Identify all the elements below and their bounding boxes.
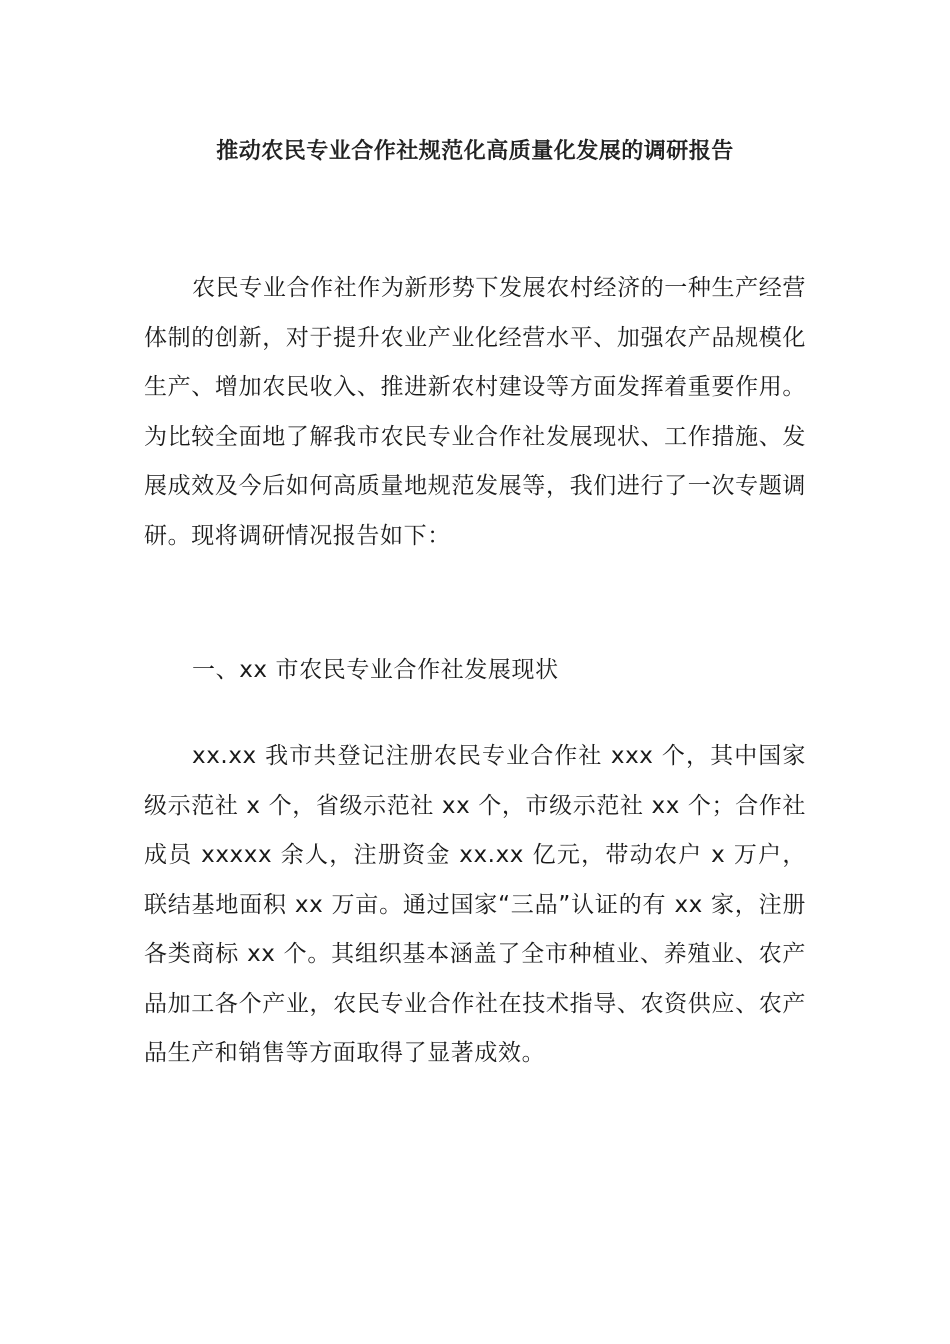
intro-paragraph: 农民专业合作社作为新形势下发展农村经济的一种生产经营体制的创新，对于提升农业产业化经营水平、加强农产品规模化生产、增加农民收入、推进新农村建设等方面发挥着重要作用。为比较全面地了解我市农民专业合作社发展现状、工作措施、发展成效及今后如何高质量地规范发展等，我们进行了一次专题调研。现将调研情况报告如下： xyxy=(144,275,806,549)
section-heading: 一、xx 市农民专业合作社发展现状 xyxy=(192,657,559,683)
document-title: 推动农民专业合作社规范化高质量化发展的调研报告 xyxy=(216,139,734,164)
section-paragraph: xx.xx 我市共登记注册农民专业合作社 xxx 个，其中国家级示范社 x 个，省级示范社 xx 个，市级示范社 xx 个；合作社成员 xxxxx 余人，注册资金 xx.xx 亿元，带动农户 x 万户，联结基地面积 xx 万亩。通过国家“三品”认证的有 xx 家，注册各类商标 xx 个。其组织基本涵盖了全市种植业、养殖业、农产品加工各个产业，农民专业合作社在技术指导、农资供应、农产品生产和销售等方面取得了显著成效。 xyxy=(144,743,806,1066)
